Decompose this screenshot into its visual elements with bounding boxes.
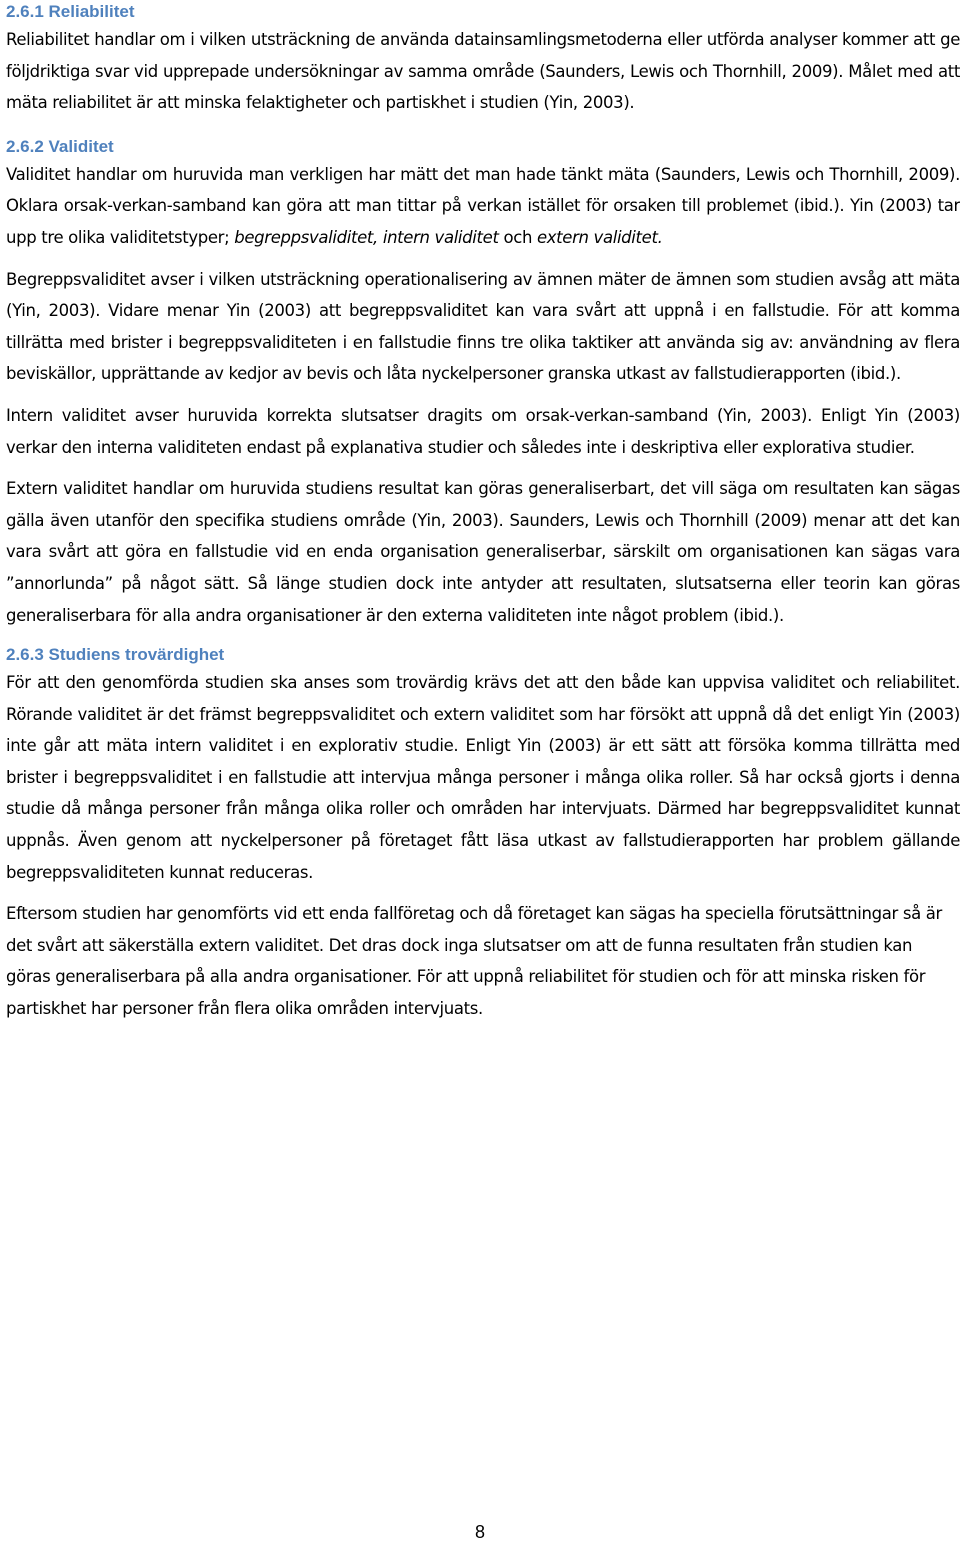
page-number: 8 (474, 1522, 485, 1542)
heading-reliabilitet: 2.6.1 Reliabilitet (6, 2, 135, 21)
paragraph-extern-validitet: Extern validitet handlar om huruvida studiens resultat kan göras generaliserbart, det vill säga om resultaten kan sägas gälla även utanför den specifika studiens område (Yin, 2003). Saunders, Lewis och Thornhill (2009) menar att det kan vara svårt att göra en fallstudie vid en enda organisation generaliserbar, särskilt om organisationen kan sägas vara ”annorlunda” på något sätt. Så länge studien dock inte antyder att resultaten, slutsatserna eller teorin kan göras generaliserbara för alla andra organisationer är den externa validiteten inte något problem (ibid.). (6, 479, 960, 625)
heading-trovardighet: 2.6.3 Studiens trovärdighet (6, 645, 225, 665)
document-page (6, 0, 960, 1025)
paragraph-intern-validitet: Intern validitet avser huruvida korrekta slutsatser dragits om orsak-verkan-samband (Yin, 2003). Enligt Yin (2003) verkar den interna validiteten endast på explanativa studier och således inte i deskriptiva eller explorativa studier. (6, 405, 960, 457)
validitet-types-italic-a: begreppsvaliditet, intern validitet (234, 227, 499, 247)
heading-validitet: 2.6.2 Validitet (6, 136, 114, 156)
validitet-types-italic-b: extern validitet. (536, 227, 663, 247)
paragraph-reliabilitet: Reliabilitet handlar om i vilken utsträckning de använda datainsamlingsmetoderna eller utförda analyser kommer att ge följdriktiga svar vid upprepade undersökningar av samma område (Saunders, Lewis och Thornhill, 2009). Målet med att mäta reliabilitet är att minska felaktigheter och partiskhet i studien (Yin, 2003). (6, 30, 960, 113)
paragraph-begreppsvaliditet: Begreppsvaliditet avser i vilken utsträckning operationalisering av ämnen mäter de ämnen som studien avsåg att mäta (Yin, 2003). Vidare menar Yin (2003) att begreppsvaliditet kan vara svårt att uppnå i en fallstudie. För att komma tillrätta med brister i begreppsvaliditeten i en fallstudie finns tre olika taktiker att använda sig av: användning av flera beviskällor, upprättande av kedjor av bevis och låta nyckelpersoner granska utkast av fallstudierapporten (ibid.). (6, 269, 960, 384)
paragraph-trovardighet-1: För att den genomförda studien ska anses som trovärdig krävs det att den både kan uppvisa validitet och reliabilitet. Rörande validitet är det främst begreppsvaliditet och extern validitet som har försökt att uppnå då det enligt Yin (2003) inte går att mäta intern validitet i en explorativ studie. Enligt Yin (2003) är ett sätt att försöka komma tillrätta med brister i begreppsvaliditet i en fallstudie att intervjua många personer i många olika roller. Så har också gjorts i denna studie då många personer från många olika roller och områden har intervjuats. Därmed har begreppsvaliditet kunnat uppnås. Även genom att nyckelpersoner på företaget fått läsa utkast av fallstudierapporten har problem gällande begreppsvaliditeten kunnat reduceras. (6, 673, 960, 882)
validitet-types-och: och (503, 227, 533, 247)
paragraph-validitet-intro (6, 159, 960, 254)
validitet-intro-text: Validitet handlar om huruvida man verkligen har mätt det man hade tänkt mäta (Saunders, Lewis och Thornhill, 2009). Oklara orsak-verkan-samband kan göra att man tittar på verkan istället för orsaken till problemet (ibid.). Yin (2003) tar upp tre olika validitetstyper; (6, 164, 960, 247)
paragraph-trovardighet-2: Eftersom studien har genomförts vid ett enda fallföretag och då företaget kan sägas ha speciella förutsättningar så är det svårt att säkerställa extern validitet. Det dras dock inga slutsatser om att de funna resultaten från studien kan göras generaliserbara på alla andra organisationer. För att uppnå reliabilitet för studien och för att minska risken för partiskhet har personer från flera olika områden intervjuats. (6, 904, 942, 1019)
